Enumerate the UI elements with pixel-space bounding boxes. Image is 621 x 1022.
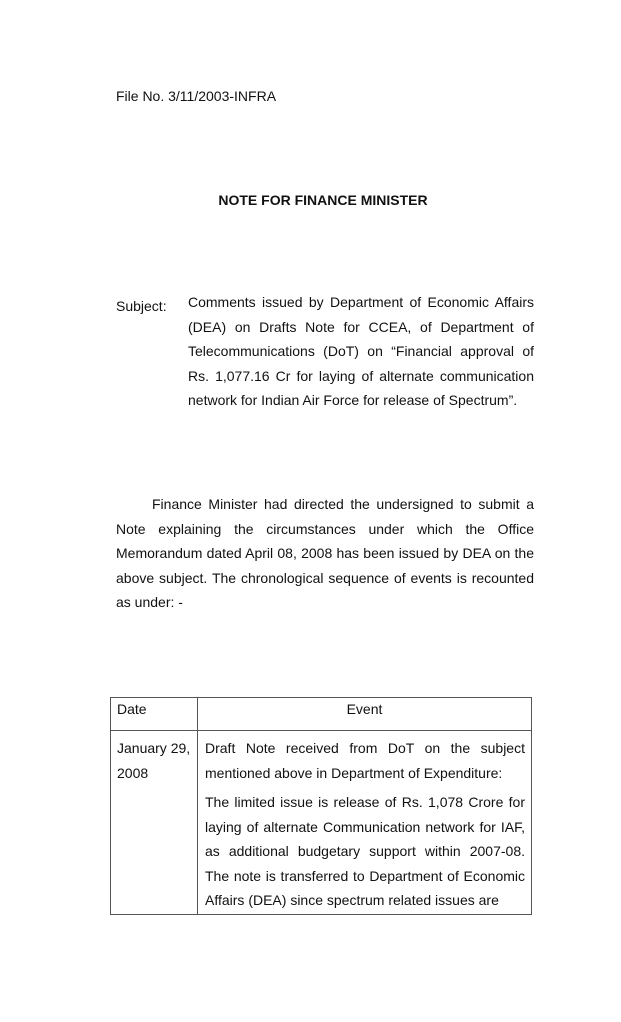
row-event [198,731,532,915]
events-table [110,697,532,915]
intro-paragraph: Finance Minister had directed the undersigned to submit a Note explaining the circumstances under which the Office Memorandum dated April 08, 2008 has been issued by DEA on the above subject. The chronological sequence of events is recounted as under: - [116,496,534,610]
subject-text: Comments issued by Department of Economic Affairs (DEA) on Drafts Note for CCEA, of Department of Telecommunications (DoT) on “Financial approval of Rs. 1,077.16 Cr for laying of alternate communication network for Indian Air Force for release of Spectrum”. [188,294,534,408]
event-paragraph-1: Draft Note received from DoT on the subject mentioned above in Department of Expenditure: [205,740,525,781]
subject-label: Subject: [116,298,167,314]
table-header-row [111,698,532,731]
header-date: Date [111,698,198,731]
note-title: NOTE FOR FINANCE MINISTER [218,192,428,208]
file-number: File No. 3/11/2003-INFRA [116,88,277,104]
table-row [111,731,532,915]
row-date: January 29, 2008 [111,731,198,915]
event-paragraph-2: The limited issue is release of Rs. 1,078 Crore for laying of alternate Communication network for IAF, as additional budgetary support within 2007-08. The note is transferred to Department of Economic Affairs (DEA) since spectrum related issues are [205,794,525,908]
header-event: Event [198,698,532,731]
